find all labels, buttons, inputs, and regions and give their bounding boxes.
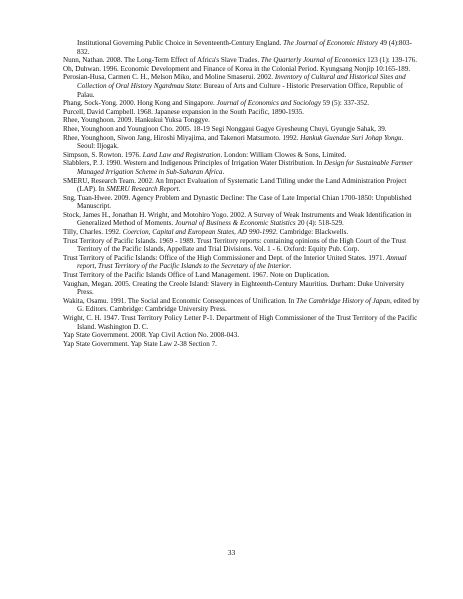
reference-entry: [63, 237, 421, 254]
reference-text: Rhee, Younghoon. 2009. Hankukui Yuksa Tonggye.: [63, 116, 210, 125]
reference-text: Nunn, Nathan. 2008. The Long-Term Effect of Africa's Slave Trades.: [63, 56, 261, 65]
reference-text: .: [178, 185, 181, 194]
reference-text: Perosian-Husa, Carmen C. H., Melson Miko, and Moline Smaserui. 2002.: [63, 73, 275, 82]
reference-entry: [63, 65, 421, 74]
reference-text: Stock, James H., Jonathan H. Wright, and Motohiro Yogo. 2002. A Survey of Weak Instruments and Weak Identification in Generalized Method of Moments.: [63, 210, 412, 228]
reference-entry: [63, 73, 421, 99]
reference-title-italic: Land Law and Registration: [142, 150, 221, 159]
reference-title-italic: Inventory of Cultural and Historical Sites and Collection of Oral History Ngardmau State: [77, 73, 406, 90]
reference-title-italic: SMERU Research Report: [106, 185, 179, 194]
reference-entry: [63, 99, 421, 108]
reference-text: Institutional Governing Public Choice in Seventeenth-Century England.: [77, 39, 284, 47]
reference-title-italic: Hankuk Guendae Suri Johap Yongu: [300, 133, 402, 142]
reference-text: .: [222, 167, 225, 176]
reference-text: SMERU, Research Team. 2002. An Impact Evaluation of Systematic Land Titling under the Land Administration Project (LAP). In: [63, 176, 407, 194]
reference-text: 49 (4):803-832.: [77, 39, 412, 56]
reference-title-italic: Design for Sustainable Farmer Managed Irrigation Scheme in Sub-Saharan Africa: [77, 159, 413, 176]
reference-entry: [63, 280, 421, 297]
reference-entry: [63, 211, 421, 228]
reference-title-italic: Coercion, Capital and European States, AD 990-1992: [122, 228, 277, 237]
reference-text: , edited by G. Editors. Cambridge: Cambridge University Press.: [77, 296, 420, 314]
reference-title-italic: Journal of Business & Economic Statistics: [174, 219, 296, 228]
reference-entry: [63, 314, 421, 331]
reference-entry: [63, 116, 421, 125]
reference-text: Rhee, Younghoon, Siwon Jang, Hiroshi Miyajima, and Takenori Matsumoto. 1992.: [63, 133, 301, 142]
reference-text: Slabblers, P. J. 1990. Western and Indigenous Principles of Irrigation Water Distribution. In: [63, 159, 325, 168]
reference-text: Tilly, Charles. 1992.: [63, 228, 123, 237]
reference-text: Vaughan, Megan. 2005. Creating the Creole Island: Slavery in Eighteenth-Century Mauritius. Durham: Duke University Press.: [63, 279, 405, 297]
reference-text: Wakita, Osamu. 1991. The Social and Economic Consequences of Unification. In: [63, 296, 297, 305]
reference-text: Trust Territory of the Pacific Islands Office of Land Management. 1967. Note on Duplication.: [63, 271, 330, 280]
reference-text: Wright, C. H. 1947. Trust Territory Policy Letter P-1. Department of High Commissioner of the Trust Territory of the Pacific Island. Washington D. C.: [63, 314, 418, 331]
reference-entry: [63, 177, 421, 194]
reference-text: 20 (4): 518-529.: [295, 219, 344, 228]
reference-entry: [63, 254, 421, 271]
reference-text: 123 (1): 139-176.: [365, 56, 417, 65]
reference-entry: [63, 297, 421, 314]
reference-text: Yap State Government. 2008. Yap Civil Action No. 2008-043.: [63, 331, 240, 340]
reference-entry: [63, 159, 421, 176]
reference-title-italic: The Cambridge History of Japan: [296, 296, 390, 305]
references-list: [63, 39, 421, 348]
reference-title-italic: Journal of Economics and Sociology: [216, 99, 321, 108]
reference-text: Yap State Government. Yap State Law 2-38 Section 7.: [63, 339, 217, 348]
reference-text: Trust Territory of Pacific Islands: Office of the High Commissioner and Dept. of the Interior United States. 1971.: [63, 253, 387, 262]
reference-text: Trust Territory of Pacific Islands. 1969 - 1989. Trust Territory reports: containing opinions of the High Court of the Trust Territory of the Pacific Islands, Appellate and Trial Divisions. Vol. 1 - 6. Oxford: Equity Pub. Corp.: [63, 236, 407, 254]
reference-entry: [63, 125, 421, 134]
reference-title-italic: The Quarterly Journal of Economics: [260, 56, 366, 65]
reference-entry: [63, 108, 421, 117]
reference-text: Sng, Tuan-Hwee. 2009. Agency Problem and Dynastic Decline: The Case of Late Imperial Chian 1700-1850: Unpublished Manuscript.: [63, 193, 412, 211]
reference-entry: [63, 340, 421, 349]
reference-text: .: [289, 262, 292, 271]
page-number: 33: [227, 548, 236, 557]
reference-entry: [63, 331, 421, 340]
reference-entry: [63, 39, 421, 56]
reference-text: Phang, Sock-Yong. 2000. Hong Kong and Singapore.: [63, 99, 217, 108]
reference-text: Simpson, S. Rowton. 1976.: [63, 150, 143, 159]
reference-title-italic: The Journal of Economic History: [283, 39, 379, 47]
reference-entry: [63, 194, 421, 211]
reference-text: Purcell, David Campbell. 1968. Japanese expansion in the South Pacific, 1890-1935.: [63, 107, 304, 116]
reference-title-italic: Annual report, Trust Territory of the Pacific Islands to the Secretary of the Interior: [77, 253, 407, 271]
reference-text: : Bureau of Arts and Culture - Historic Preservation Office, Republic of Palau.: [77, 81, 404, 99]
reference-text: Oh, Duhwan. 1996. Economic Development and Finance of Korea in the Colonial Period. Kyungsang Nonjip 10:165-189.: [63, 64, 411, 73]
reference-text: . Seoul: Iljogak.: [77, 133, 404, 151]
reference-text: . London: William Clowes & Sons, Limited.: [220, 150, 347, 159]
reference-entry: [63, 228, 421, 237]
reference-entry: [63, 271, 421, 280]
reference-entry: [63, 151, 421, 160]
reference-entry: [63, 134, 421, 151]
reference-entry: [63, 56, 421, 65]
reference-text: 59 (5): 337-352.: [321, 99, 370, 108]
reference-text: Rhee, Younghoon and Youngjoon Cho. 2005. 18-19 Segi Nonggaui Gagye Gyesheung Chuyi, Gyungje Sahak, 39.: [63, 124, 387, 133]
reference-text: . Cambridge: Blackwells.: [276, 228, 349, 237]
